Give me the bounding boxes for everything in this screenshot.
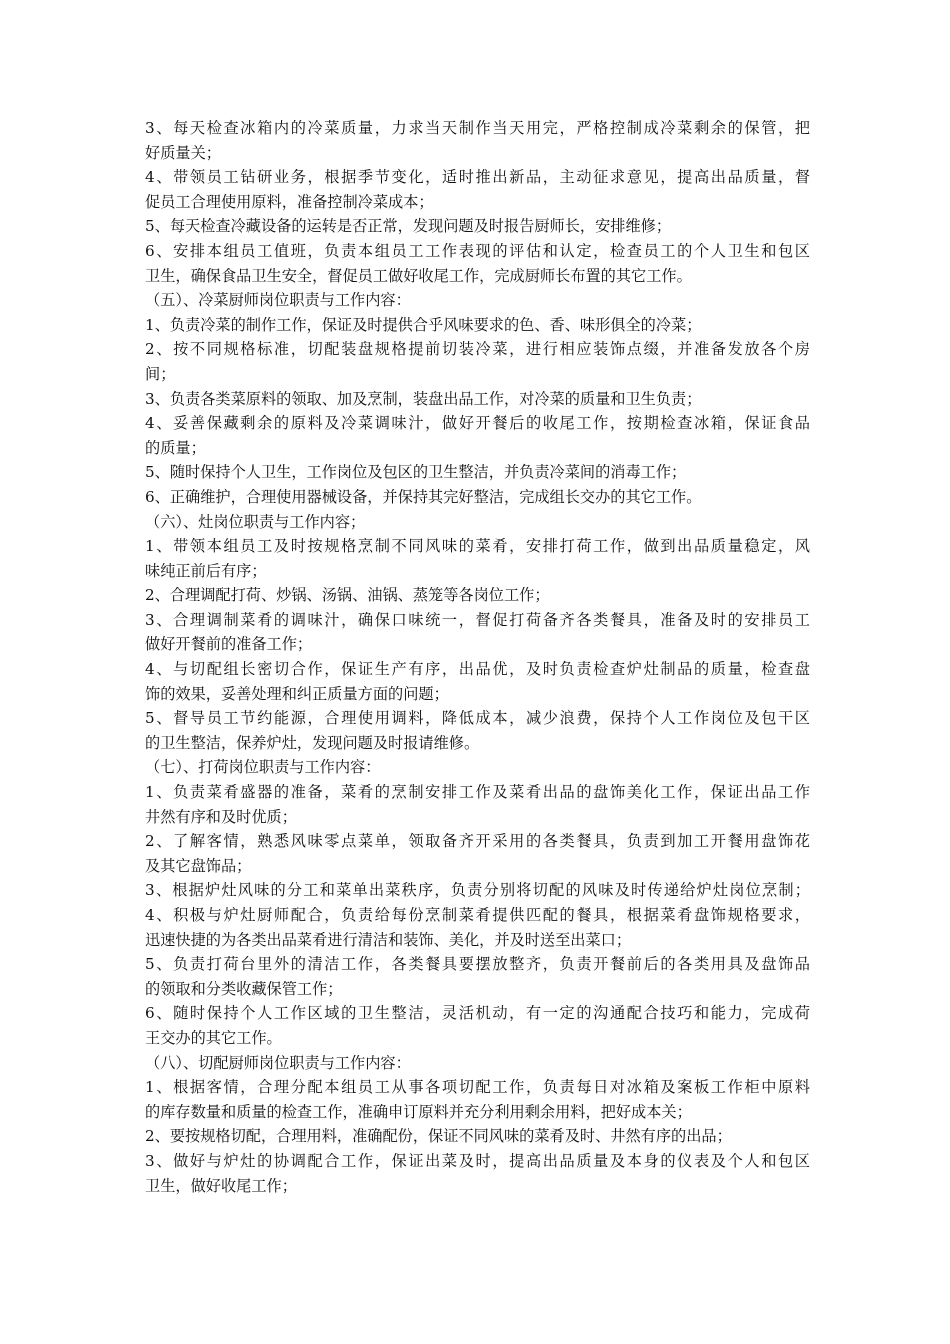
text-line: 4、积极与炉灶厨师配合，负责给每份烹制菜肴提供匹配的餐具，根据菜肴盘饰规格要求， <box>145 906 810 924</box>
text-line: 1、带领本组员工及时按规格烹制不同风味的菜肴，安排打荷工作，做到出品质量稳定，风 <box>145 537 810 556</box>
text-line: 5、随时保持个人卫生，工作岗位及包区的卫生整洁，并负责冷菜间的消毒工作； <box>145 463 687 482</box>
text-line: 王交办的其它工作。 <box>145 1028 282 1047</box>
text-line: 5、负责打荷台里外的清洁工作，各类餐具要摆放整齐，负责开餐前后的各类用具及盘饰品 <box>145 955 810 974</box>
text-line: 2、按不同规格标准，切配装盘规格提前切装冷菜，进行相应装饰点缀，并准备发放各个房 <box>145 340 810 359</box>
text-line: 6、安排本组员工值班，负责本组员工工作表现的评估和认定，检查员工的个人卫生和包区 <box>145 241 810 260</box>
text-line: 及其它盘饰品； <box>145 856 252 875</box>
text-line: 4、妥善保藏剩余的原料及冷菜调味汁，做好开餐后的收尾工作，按期检查冰箱，保证食品 <box>145 414 810 433</box>
text-line: 卫生，做好收尾工作； <box>145 1176 297 1195</box>
section-heading: （六）、灶岗位职责与工作内容； <box>145 512 366 531</box>
text-line: 2、合理调配打荷、炒锅、汤锅、油锅、蒸笼等各岗位工作； <box>145 586 550 605</box>
text-line: 4、与切配组长密切合作，保证生产有序，出品优，及时负责检查炉灶制品的质量，检查盘 <box>145 660 810 679</box>
text-line: 1、负责菜肴盛器的准备，菜肴的烹制安排工作及菜肴出品的盘饰美化工作，保证出品工作 <box>145 783 810 802</box>
document-page <box>145 116 810 1198</box>
text-line: 3、根据炉灶风味的分工和菜单出菜秩序，负责分别将切配的风味及时传递给炉灶岗位烹制； <box>145 881 810 900</box>
text-line: 3、合理调制菜肴的调味汁，确保口味统一，督促打荷备齐各类餐具，准备及时的安排员工 <box>145 610 810 629</box>
text-line: 4、带领员工钻研业务，根据季节变化，适时推出新品，主动征求意见，提高出品质量，督 <box>145 168 810 187</box>
text-line: 间； <box>145 364 176 383</box>
text-line: 3、负责各类菜原料的领取、加及烹制，装盘出品工作，对冷菜的质量和卫生负责； <box>145 389 702 408</box>
text-line: 6、正确维护，合理使用器械设备，并保持其完好整洁，完成组长交办的其它工作。 <box>145 487 702 506</box>
text-line: 促员工合理使用原料，准备控制冷菜成本； <box>145 192 434 211</box>
text-line: 迅速快捷的为各类出品菜肴进行清洁和装饰、美化，并及时送至出菜口； <box>145 930 631 949</box>
text-line: 2、要按规格切配，合理用料，准确配份，保证不同风味的菜肴及时、井然有序的出品； <box>145 1127 732 1146</box>
text-line: 的领取和分类收藏保管工作； <box>145 979 343 998</box>
text-line: 的质量； <box>145 438 206 457</box>
text-line: 味纯正前后有序； <box>145 561 267 580</box>
text-line: 1、负责冷菜的制作工作，保证及时提供合乎风味要求的色、香、味形俱全的冷菜； <box>145 315 702 334</box>
text-line: 1、根据客情，合理分配本组员工从事各项切配工作，负责每日对冰箱及案板工作柜中原料 <box>145 1078 810 1097</box>
text-line: 好质量关； <box>145 143 221 162</box>
section-heading: （八）、切配厨师岗位职责与工作内容： <box>145 1053 411 1072</box>
text-line: 3、做好与炉灶的协调配合工作，保证出菜及时，提高出品质量及本身的仪表及个人和包区 <box>145 1151 810 1170</box>
text-line: 6、随时保持个人工作区域的卫生整洁，灵活机动，有一定的沟通配合技巧和能力，完成荷 <box>145 1004 810 1023</box>
text-line: 做好开餐前的准备工作； <box>145 635 313 654</box>
text-line: 井然有序和及时优质； <box>145 807 297 826</box>
section-heading: （五）、冷菜厨师岗位职责与工作内容： <box>145 291 411 310</box>
text-line: 卫生，确保食品卫生安全，督促员工做好收尾工作，完成厨师长布置的其它工作。 <box>145 266 692 285</box>
text-line: 3、每天检查冰箱内的冷菜质量，力求当天制作当天用完，严格控制成冷菜剩余的保管，把 <box>145 119 810 137</box>
text-line: 5、督导员工节约能源，合理使用调料，降低成本，减少浪费，保持个人工作岗位及包干区 <box>145 709 810 728</box>
text-line: 饰的效果，妥善处理和纠正质量方面的问题； <box>145 684 449 703</box>
text-line: 5、每天检查冷藏设备的运转是否正常，发现问题及时报告厨师长，安排维修； <box>145 217 672 236</box>
section-heading: （七）、打荷岗位职责与工作内容： <box>145 758 381 777</box>
text-line: 2、了解客情，熟悉风味零点菜单，领取备齐开采用的各类餐具，负责到加工开餐用盘饰花 <box>145 832 810 851</box>
text-line: 的库存数量和质量的检查工作，准确申订原料并充分利用剩余用料，把好成本关； <box>145 1102 692 1121</box>
text-line: 的卫生整洁，保养炉灶，发现问题及时报请维修。 <box>145 733 480 752</box>
